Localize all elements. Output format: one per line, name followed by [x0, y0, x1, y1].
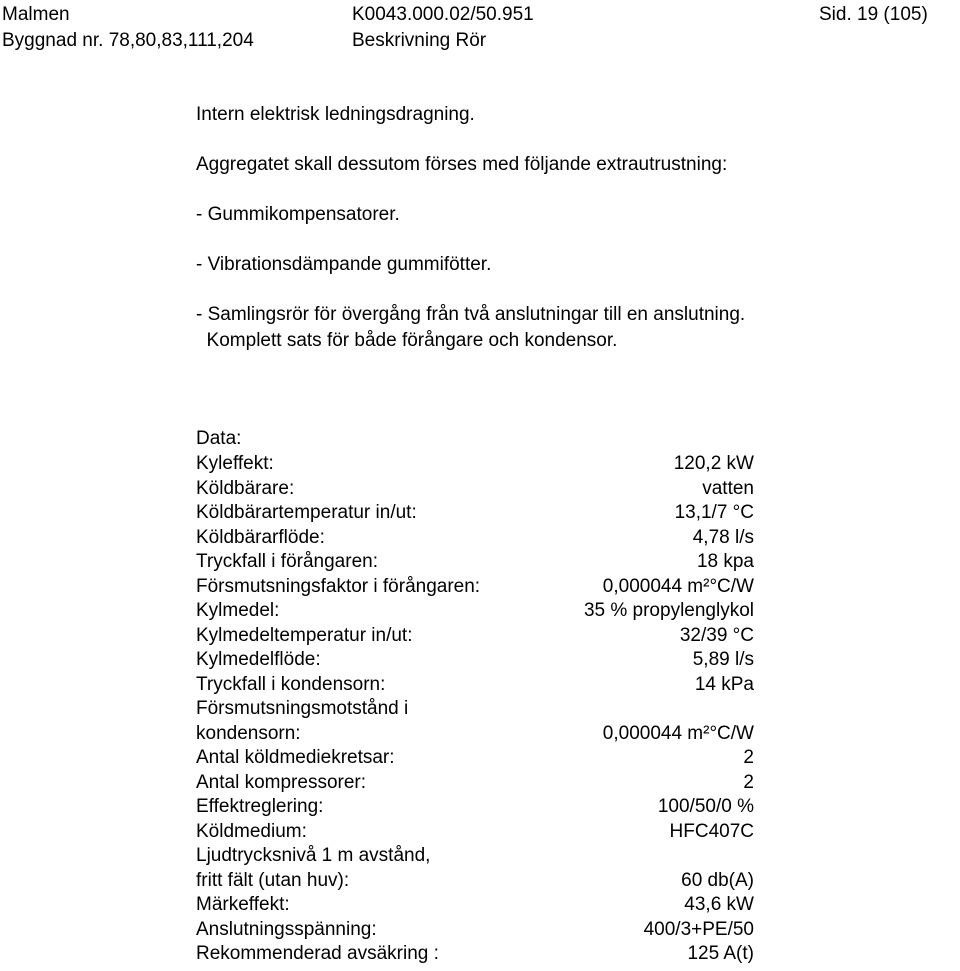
- page-header: [0, 0, 960, 60]
- document-title: Beskrivning Rör: [352, 30, 487, 51]
- data-row: [196, 697, 754, 746]
- list-item-compensators: - Gummikompensatorer.: [196, 204, 400, 225]
- list-item-vibration-feet: - Vibrationsdämpande gummifötter.: [196, 254, 492, 275]
- data-value: 0,000044 m²°C/W: [602, 575, 754, 597]
- data-label: Kylmedeltemperatur in/ut:: [196, 624, 413, 646]
- data-value: 13,1/7 °C: [674, 502, 754, 523]
- data-value: 2: [743, 747, 754, 768]
- data-label: Märkeffekt:: [196, 894, 290, 915]
- data-value: 100/50/0 %: [657, 796, 754, 817]
- data-value: 400/3+PE/50: [643, 918, 754, 940]
- data-label: Köldbärarflöde:: [196, 526, 325, 548]
- data-label: Tryckfall i kondensorn:: [196, 673, 386, 695]
- data-value: 32/39 °C: [679, 624, 754, 646]
- data-value: 43,6 kW: [684, 894, 754, 915]
- data-label: Anslutningsspänning:: [196, 918, 377, 940]
- data-label: Ljudtrycksnivå 1 m avstånd, fritt fält (utan huv):: [196, 845, 431, 891]
- data-value: 14 kPa: [694, 673, 754, 695]
- data-row: [196, 526, 754, 551]
- data-row: [196, 844, 754, 893]
- data-value: 5,89 l/s: [692, 649, 754, 670]
- list-item-manifold: - Samlingsrör för övergång från två anslutningar till en anslutning.: [196, 304, 746, 325]
- data-label: Kylmedelflöde:: [196, 649, 321, 670]
- data-row: [196, 624, 754, 649]
- data-value: 125 A(t): [687, 943, 754, 964]
- data-value: 35 % propylenglykol: [583, 600, 754, 621]
- data-value: 0,000044 m²°C/W: [602, 722, 754, 744]
- data-value: 60 db(A): [681, 869, 754, 891]
- data-row: [196, 771, 754, 796]
- paragraph-extras-intro: Aggregatet skall dessutom förses med följande extrautrustning:: [196, 154, 728, 175]
- data-label: Antal köldmediekretsar:: [196, 747, 395, 768]
- data-row: [196, 599, 754, 624]
- building-numbers: Byggnad nr. 78,80,83,111,204: [2, 30, 254, 51]
- data-row: [196, 820, 754, 845]
- data-value: HFC407C: [669, 820, 754, 842]
- data-label: Antal kompressorer:: [196, 771, 367, 793]
- data-row: [196, 550, 754, 575]
- document-number: K0043.000.02/50.951: [352, 4, 534, 25]
- data-label: Tryckfall i förångaren:: [196, 551, 378, 572]
- data-label: Kylmedel:: [196, 600, 280, 621]
- data-label: Försmutsningsfaktor i förångaren:: [196, 575, 481, 597]
- data-value: 18 kpa: [696, 551, 754, 572]
- data-row: [196, 918, 754, 943]
- page-number: Sid. 19 (105): [819, 4, 928, 25]
- data-label: Köldbärare:: [196, 477, 295, 499]
- data-row: [196, 893, 754, 918]
- data-label: Kyleffekt:: [196, 453, 274, 474]
- data-label: Försmutsningsmotstånd i kondensorn:: [196, 698, 409, 744]
- data-value: vatten: [702, 477, 754, 499]
- data-value: 4,78 l/s: [692, 526, 754, 548]
- data-table: [196, 452, 754, 967]
- data-value: 2: [743, 771, 754, 793]
- data-row: [196, 942, 754, 967]
- data-label: Köldbärartemperatur in/ut:: [196, 502, 417, 523]
- data-row: [196, 501, 754, 526]
- data-row: [196, 575, 754, 600]
- data-label: Rekommenderad avsäkring :: [196, 943, 439, 964]
- data-row: [196, 673, 754, 698]
- data-row: [196, 477, 754, 502]
- list-item-manifold-continued: Komplett sats för både förångare och kondensor.: [196, 330, 618, 351]
- data-label: Köldmedium:: [196, 820, 307, 842]
- data-row: [196, 648, 754, 673]
- data-row: [196, 795, 754, 820]
- data-value: 120,2 kW: [673, 453, 754, 474]
- project-name: Malmen: [2, 4, 70, 25]
- data-label: Effektreglering:: [196, 796, 324, 817]
- data-row: [196, 452, 754, 477]
- data-row: [196, 746, 754, 771]
- paragraph-wiring: Intern elektrisk ledningsdragning.: [196, 104, 475, 125]
- data-heading: Data:: [196, 428, 242, 449]
